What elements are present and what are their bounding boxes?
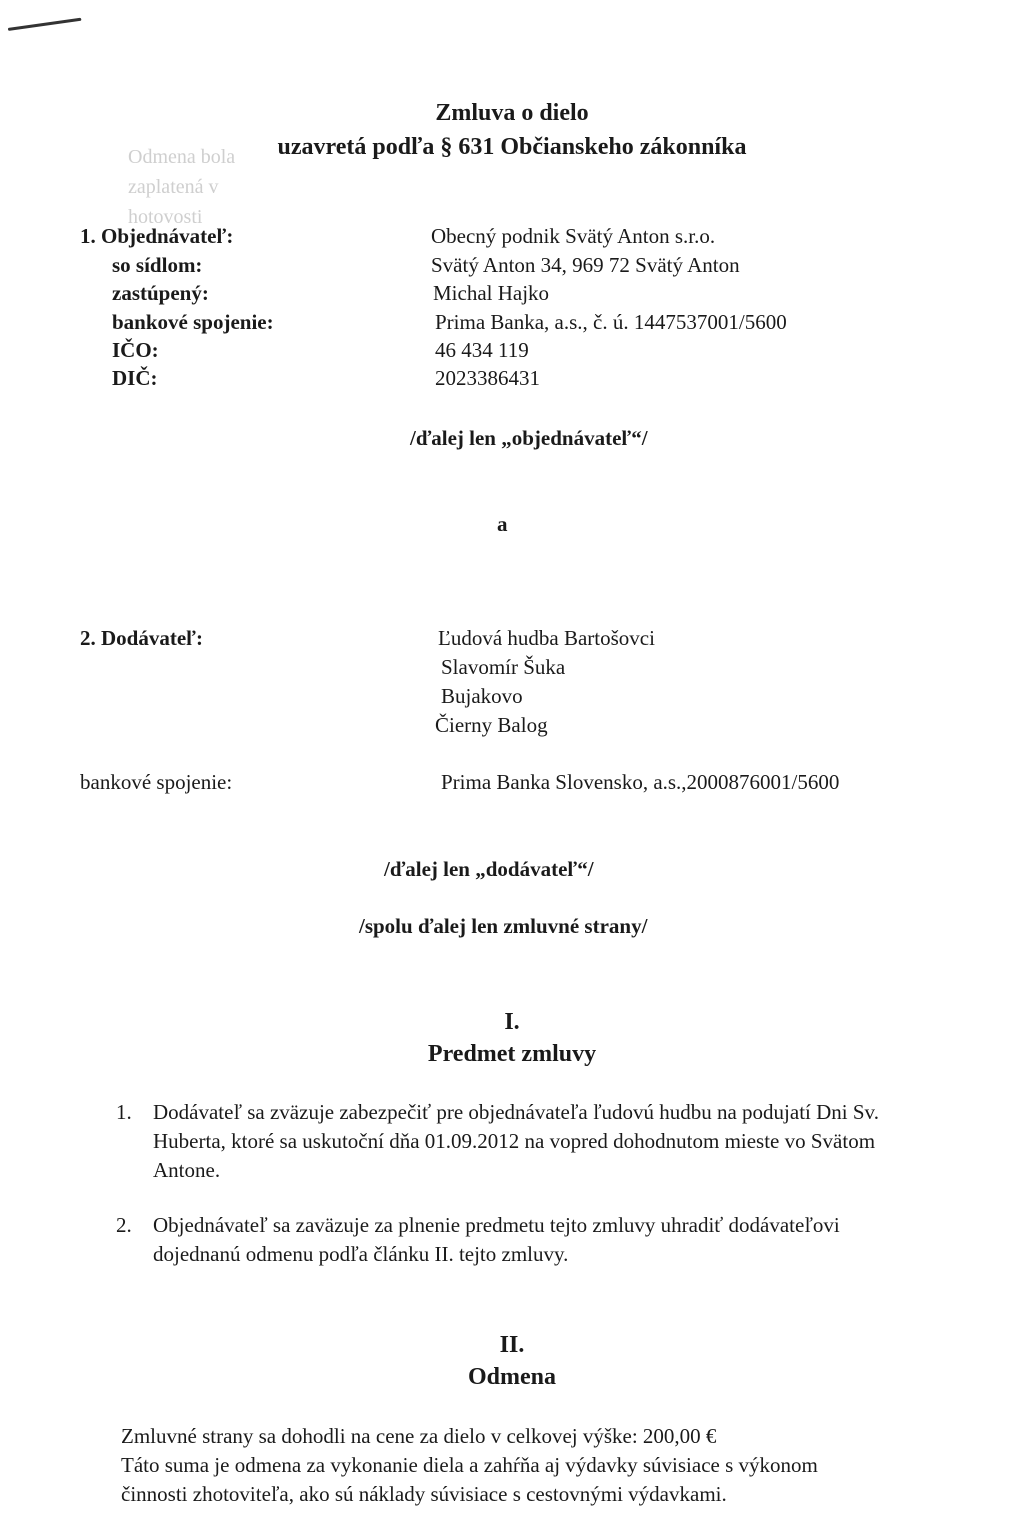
body-line: Táto suma je odmena za vykonanie diela a zahŕňa aj výdavky súvisiace s výkonom [121, 1453, 818, 1477]
party2-line: Bujakovo [441, 684, 523, 708]
party2-line: Ľudová hudba Bartošovci [438, 626, 655, 650]
parties-alias: /spolu ďalej len zmluvné strany/ [359, 914, 648, 938]
party1-label: DIČ: [112, 366, 158, 390]
section-numeral: II. [499, 1332, 525, 1358]
body-line: činnosti zhotoviteľa, ako sú náklady súvisiace s cestovnými výdavkami. [121, 1482, 727, 1506]
party1-label: zastúpený: [112, 281, 209, 305]
document-subtitle: uzavretá podľa § 631 Občianskeho zákonníka [277, 134, 747, 160]
party1-value: 46 434 119 [435, 338, 529, 362]
item-line: dojednanú odmenu podľa článku II. tejto zmluvy. [153, 1242, 569, 1266]
party1-value: Svätý Anton 34, 969 72 Svätý Anton [431, 253, 740, 277]
item-line: Dodávateľ sa zväzuje zabezpečiť pre objednávateľa ľudovú hudbu na podujatí Dni Sv. [153, 1100, 879, 1124]
party2-heading: 2. Dodávateľ: [80, 626, 203, 650]
section-title: Odmena [467, 1364, 556, 1390]
party1-value: Prima Banka, a.s., č. ú. 1447537001/5600 [435, 310, 787, 334]
item-line: Antone. [153, 1158, 221, 1182]
item-number: 1. [116, 1100, 132, 1124]
party1-value: Michal Hajko [433, 281, 550, 305]
party1-label: so sídlom: [112, 253, 203, 277]
ghost-text: Odmena bola [128, 146, 236, 168]
section-title: Predmet zmluvy [427, 1041, 597, 1067]
item-line: Objednávateľ sa zaväzuje za plnenie predmetu tejto zmluvy uhradiť dodávateľovi [153, 1213, 840, 1237]
scan-mark [8, 18, 82, 31]
party1-name: Obecný podnik Svätý Anton s.r.o. [431, 224, 716, 248]
ghost-text: zaplatená v [128, 176, 219, 198]
party1-alias: /ďalej len „objednávateľ“/ [410, 426, 648, 450]
conjunction: a [497, 512, 508, 536]
party1-value: 2023386431 [435, 366, 540, 390]
party2-alias: /ďalej len „dodávateľ“/ [384, 857, 594, 881]
party2-line: Čierny Balog [435, 713, 548, 737]
item-number: 2. [116, 1213, 132, 1237]
body-line: Zmluvné strany sa dohodli na cene za dielo v celkovej výške: 200,00 € [121, 1424, 717, 1448]
section-numeral: I. [504, 1009, 520, 1035]
document-title: Zmluva o dielo [435, 100, 589, 126]
party1-heading: 1. Objednávateľ: [80, 224, 234, 248]
party2-bank-label: bankové spojenie: [80, 770, 233, 794]
item-line: Huberta, ktoré sa uskutoční dňa 01.09.2012 na vopred dohodnutom mieste vo Svätom [153, 1129, 876, 1153]
party2-bank-value: Prima Banka Slovensko, a.s.,2000876001/5600 [441, 770, 840, 794]
party1-label: bankové spojenie: [112, 310, 274, 334]
ghost-text: hotovosti [128, 206, 203, 228]
party1-label: IČO: [112, 338, 159, 362]
party2-line: Slavomír Šuka [441, 655, 566, 679]
